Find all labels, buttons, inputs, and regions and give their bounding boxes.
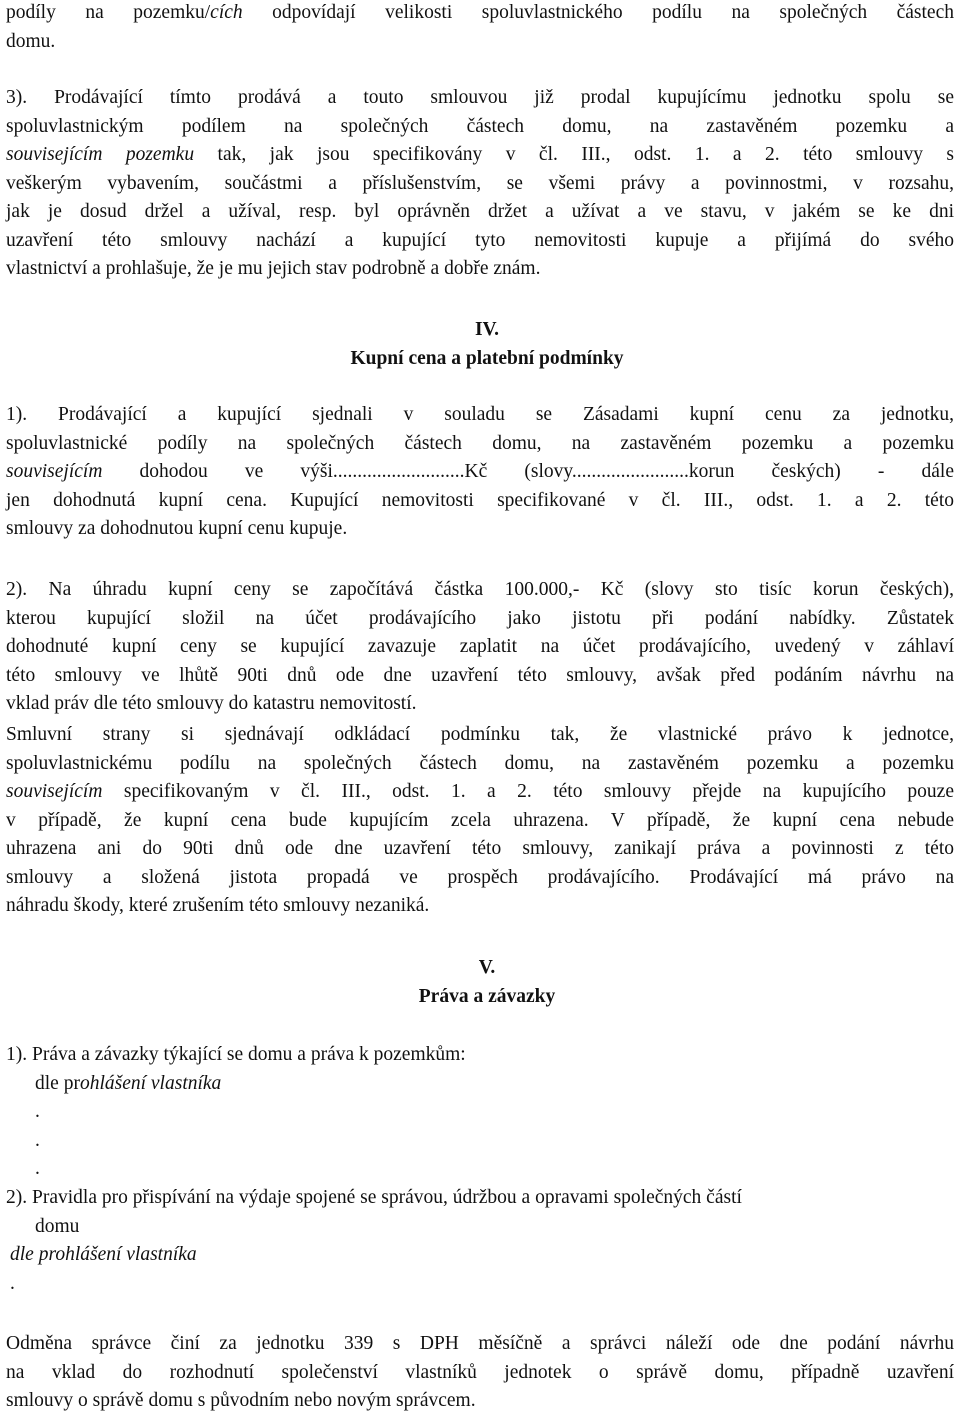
- paragraph-4-1: [6, 401, 954, 544]
- text-line: spoluvlastnickému podílu na společných částech domu, na zastavěném pozemku a pozemku: [6, 752, 954, 774]
- paragraph-5-1: [6, 1041, 954, 1184]
- text-line: 2). Pravidla pro přispívání na výdaje spojené se správou, údržbou a opravami společných částí: [6, 1187, 742, 1208]
- text-line: smlouvy a složená jistota propadá ve prospěch prodávajícího. Prodávající má právo na: [6, 866, 954, 888]
- text-line: vlastnictví a prohlašuje, že je mu jejich stav podrobně a dobře znám.: [6, 258, 541, 279]
- text-line: Smluvní strany si sjednávají odkládací podmínku tak, že vlastnické právo k jednotce,: [6, 724, 954, 745]
- section-number: V.: [478, 957, 496, 978]
- text-line: 1). Práva a závazky týkající se domu a práva k pozemkům:: [6, 1044, 466, 1065]
- section-title: Kupní cena a platební podmínky: [350, 347, 624, 369]
- text-line: smlouvy za dohodnutou kupní cenu kupuje.: [6, 518, 348, 539]
- text-line: souvisejícím specifikovaným v čl. III., odst. 1. a 2. této smlouvy přejde na kupujícího pouze: [6, 781, 954, 802]
- section-title: Práva a závazky: [418, 985, 556, 1007]
- text-line: této smlouvy ve lhůtě 90ti dnů ode dne uzavření této smlouvy, avšak před podáním návrhu na: [6, 664, 954, 686]
- text-line: jen dohodnutá kupní cena. Kupující nemovitosti specifikované v čl. III., odst. 1. a 2. této: [6, 489, 954, 511]
- text-line: dohodnuté kupní ceny se kupující zavazuje zaplatit na účet prodávajícího, uvedený v záhlaví: [6, 636, 954, 657]
- text-line: kterou kupující složil na účet prodávajícího jako jistotu při podání nabídky. Zůstatek: [6, 607, 954, 629]
- text-line: domu: [35, 1215, 80, 1237]
- text-line: v případě, že kupní cena bude kupujícím zcela uhrazena. V případě, že kupní cena nebude: [6, 809, 954, 831]
- text-line: vklad práv dle této smlouvy do katastru nemovitostí.: [6, 693, 417, 714]
- text-line: veškerým vybavením, součástmi a příslušenstvím, se všemi právy a povinnostmi, v rozsahu,: [6, 172, 954, 194]
- paragraph-3: [6, 84, 954, 284]
- ellipsis-dot: .: [35, 1129, 40, 1151]
- text-line: 1). Prodávající a kupující sjednali v souladu se Zásadami kupní cenu za jednotku,: [6, 404, 954, 425]
- ellipsis-dot: .: [35, 1158, 40, 1179]
- text-line: jak je dosud držel a užíval, resp. byl oprávněn držet a užívat a ve stavu, v jakém se ke dni: [6, 201, 954, 222]
- ellipsis-dot: .: [10, 1272, 15, 1294]
- text-line: spoluvlastnické podíly na společných částech domu, na zastavěném pozemku a pozemku: [6, 432, 954, 454]
- text-line: domu.: [6, 30, 56, 52]
- ellipsis-dot: .: [35, 1101, 40, 1122]
- paragraph-4-2: [6, 576, 954, 719]
- text-line: 3). Prodávající tímto prodává a touto smlouvou již prodal kupujícímu jednotku spolu se: [6, 87, 954, 108]
- section-heading-iv: [6, 316, 954, 373]
- text-line: smlouvy o správě domu s původním nebo novým správcem.: [6, 1390, 476, 1411]
- text-line: uzavření této smlouvy nachází a kupující tyto nemovitosti kupuje a přijímá do svého: [6, 229, 954, 251]
- section-number: IV.: [474, 319, 500, 340]
- text-line: na vklad do rozhodnutí společenství vlastníků jednotek o správě domu, případně uzavření: [6, 1361, 954, 1383]
- paragraph-4-3: [6, 721, 954, 921]
- text-line: souvisejícím pozemku tak, jak jsou specifikovány v čl. III., odst. 1. a 2. této smlouvy s: [6, 144, 954, 165]
- text-line: dle prohlášení vlastníka: [35, 1072, 222, 1094]
- text-line: spoluvlastnickým podílem na společných částech domu, na zastavěném pozemku a: [6, 115, 954, 137]
- text-line: dle prohlášení vlastníka: [10, 1244, 197, 1265]
- paragraph-5-2: [6, 1184, 954, 1298]
- text-line: náhradu škody, které zrušením této smlouvy nezaniká.: [6, 895, 430, 916]
- text-line: podíly na pozemku/cích odpovídají velikosti spoluvlastnického podílu na společných částech: [6, 2, 954, 23]
- section-heading-v: [6, 954, 954, 1011]
- text-line: Odměna správce činí za jednotku 339 s DPH měsíčně a správci náleží ode dne podání návrhu: [6, 1333, 954, 1354]
- text-line: souvisejícím dohodou ve výši...........................Kč (slovy........................korun českých) - dále: [6, 461, 954, 482]
- text-line: uhrazena ani do 90ti dnů ode dne uzavření této smlouvy, zanikají práva a povinnosti z této: [6, 838, 954, 859]
- text-line: 2). Na úhradu kupní ceny se započítává částka 100.000,- Kč (slovy sto tisíc korun českých),: [6, 579, 954, 600]
- paragraph-remuneration: [6, 1330, 954, 1416]
- paragraph-intro: [6, 0, 954, 56]
